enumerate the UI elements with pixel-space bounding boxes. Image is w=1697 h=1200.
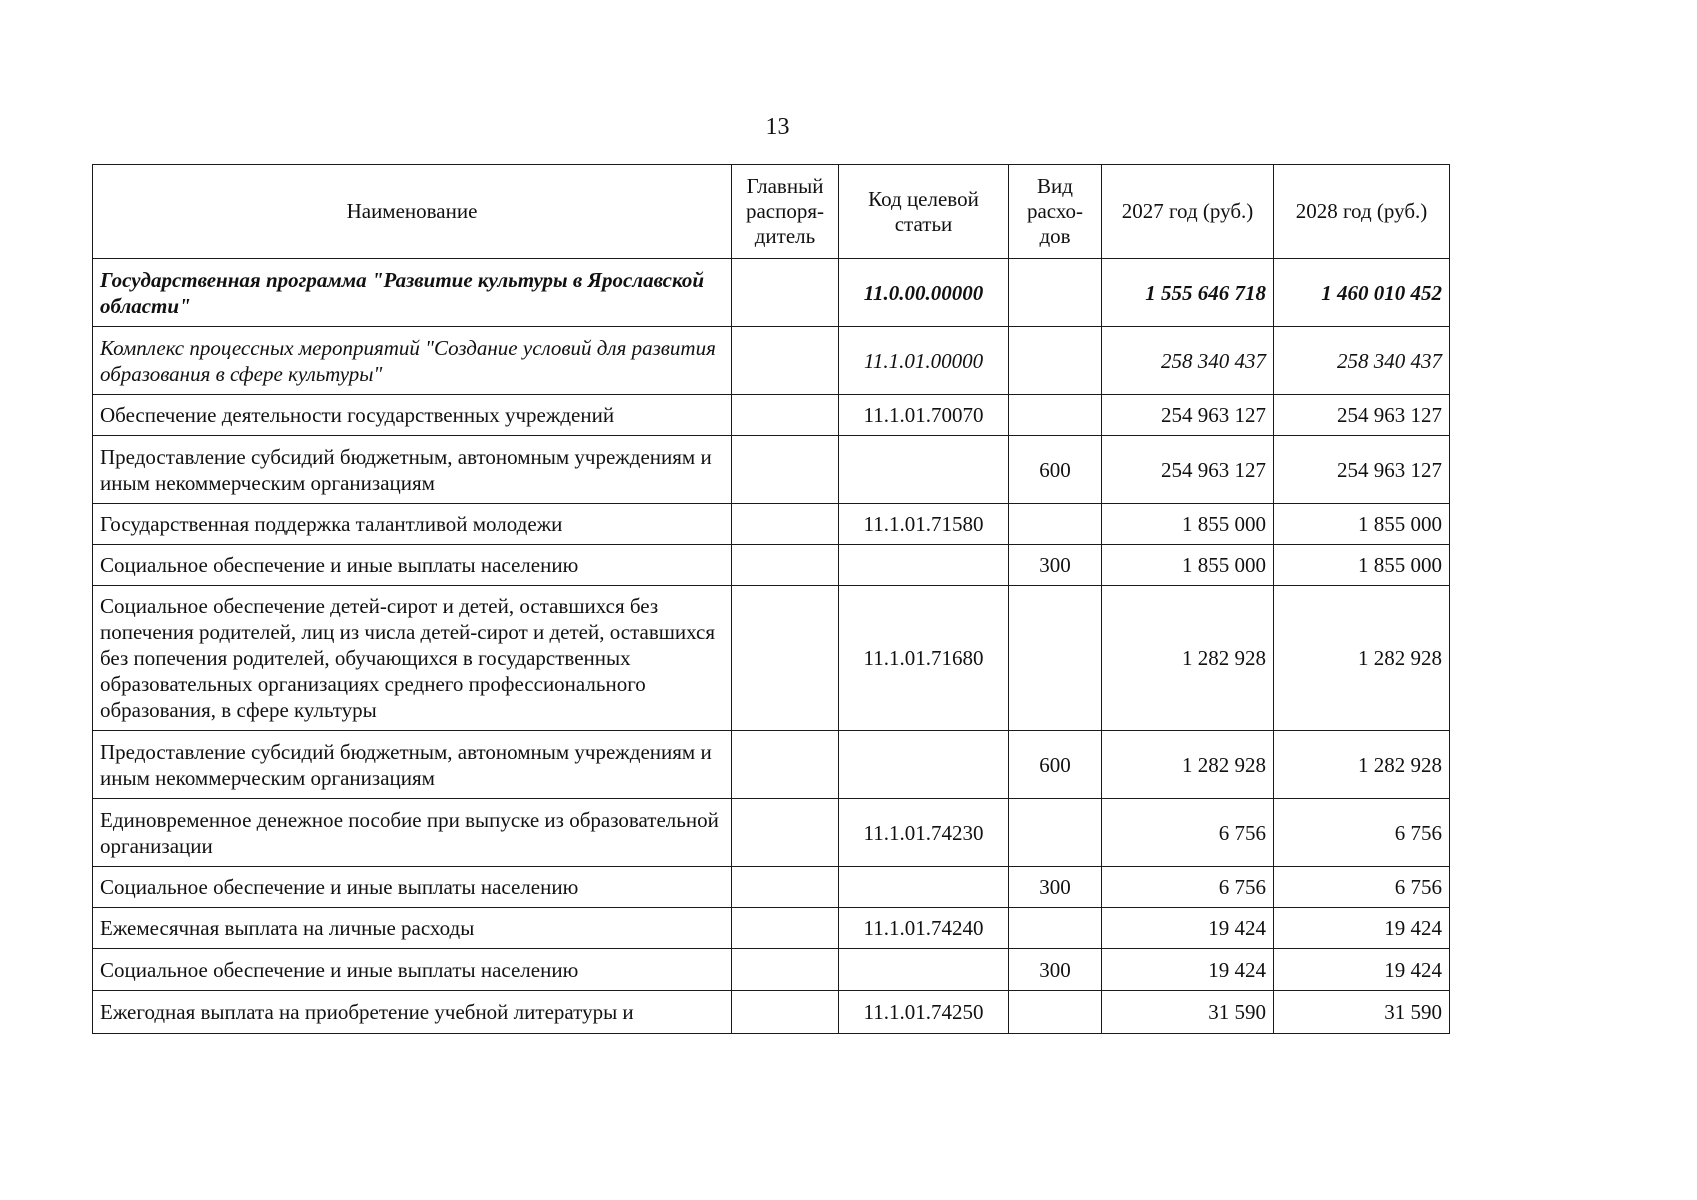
cell-manager [732, 259, 839, 327]
table-row [93, 395, 1450, 436]
cell-name: Предоставление субсидий бюджетным, автономным учреждениям и иным некоммерческим организациям [93, 436, 732, 504]
cell-manager [732, 991, 839, 1034]
header-kind: Вид расхо-дов [1009, 165, 1102, 259]
cell-year-2028: 1 282 928 [1274, 586, 1450, 731]
cell-kind: 300 [1009, 545, 1102, 586]
cell-manager [732, 908, 839, 949]
cell-manager [732, 731, 839, 799]
cell-name: Предоставление субсидий бюджетным, автономным учреждениям и иным некоммерческим организациям [93, 731, 732, 799]
cell-name: Ежемесячная выплата на личные расходы [93, 908, 732, 949]
table-row [93, 867, 1450, 908]
cell-year-2027: 254 963 127 [1102, 395, 1274, 436]
cell-kind [1009, 504, 1102, 545]
cell-kind: 300 [1009, 867, 1102, 908]
table-row [93, 991, 1450, 1034]
cell-year-2028: 254 963 127 [1274, 395, 1450, 436]
cell-manager [732, 327, 839, 395]
cell-kind: 300 [1009, 949, 1102, 991]
cell-code: 11.1.01.74240 [839, 908, 1009, 949]
header-name: Наименование [93, 165, 732, 259]
cell-year-2028: 258 340 437 [1274, 327, 1450, 395]
cell-code: 11.1.01.70070 [839, 395, 1009, 436]
cell-name: Государственная программа "Развитие культуры в Ярославской области" [93, 259, 732, 327]
table-row [93, 799, 1450, 867]
table-row [93, 908, 1450, 949]
cell-name: Социальное обеспечение детей-сирот и детей, оставшихся без попечения родителей, лиц из числа детей-сирот и детей, оставшихся без попечения родителей, обучающихся в государственных образовательных организациях среднего профессионального образования, в сфере культуры [93, 586, 732, 731]
cell-code: 11.1.01.71580 [839, 504, 1009, 545]
cell-code: 11.0.00.00000 [839, 259, 1009, 327]
table-row [93, 327, 1450, 395]
table-row [93, 545, 1450, 586]
header-year-2028: 2028 год (руб.) [1274, 165, 1450, 259]
cell-year-2027: 6 756 [1102, 867, 1274, 908]
table-row [93, 586, 1450, 731]
cell-code: 11.1.01.00000 [839, 327, 1009, 395]
cell-name: Комплекс процессных мероприятий "Создание условий для развития образования в сфере культуры" [93, 327, 732, 395]
cell-code: 11.1.01.71680 [839, 586, 1009, 731]
cell-year-2028: 6 756 [1274, 867, 1450, 908]
cell-code [839, 867, 1009, 908]
cell-name: Обеспечение деятельности государственных учреждений [93, 395, 732, 436]
table-row [93, 259, 1450, 327]
cell-kind [1009, 586, 1102, 731]
table-header-row [93, 165, 1450, 259]
budget-table [92, 164, 1450, 1034]
header-code: Код целевой статьи [839, 165, 1009, 259]
cell-manager [732, 545, 839, 586]
cell-year-2027: 31 590 [1102, 991, 1274, 1034]
cell-year-2027: 1 555 646 718 [1102, 259, 1274, 327]
cell-manager [732, 799, 839, 867]
cell-code [839, 436, 1009, 504]
table-body [93, 259, 1450, 1034]
cell-manager [732, 867, 839, 908]
cell-name: Государственная поддержка талантливой молодежи [93, 504, 732, 545]
cell-year-2028: 19 424 [1274, 949, 1450, 991]
cell-year-2027: 254 963 127 [1102, 436, 1274, 504]
cell-manager [732, 949, 839, 991]
cell-year-2027: 6 756 [1102, 799, 1274, 867]
cell-year-2027: 1 282 928 [1102, 731, 1274, 799]
header-manager: Главный распоря-дитель [732, 165, 839, 259]
header-year-2027: 2027 год (руб.) [1102, 165, 1274, 259]
cell-kind [1009, 908, 1102, 949]
cell-name: Социальное обеспечение и иные выплаты населению [93, 867, 732, 908]
cell-year-2027: 1 855 000 [1102, 545, 1274, 586]
cell-year-2027: 19 424 [1102, 908, 1274, 949]
table-row [93, 436, 1450, 504]
cell-year-2027: 1 855 000 [1102, 504, 1274, 545]
table-row [93, 731, 1450, 799]
cell-year-2028: 6 756 [1274, 799, 1450, 867]
cell-code: 11.1.01.74250 [839, 991, 1009, 1034]
cell-name: Единовременное денежное пособие при выпуске из образовательной организации [93, 799, 732, 867]
cell-name: Ежегодная выплата на приобретение учебной литературы и [93, 991, 732, 1034]
cell-kind [1009, 991, 1102, 1034]
table-row [93, 504, 1450, 545]
cell-manager [732, 436, 839, 504]
cell-kind: 600 [1009, 436, 1102, 504]
cell-year-2027: 258 340 437 [1102, 327, 1274, 395]
cell-kind [1009, 799, 1102, 867]
cell-kind [1009, 259, 1102, 327]
cell-kind: 600 [1009, 731, 1102, 799]
cell-name: Социальное обеспечение и иные выплаты населению [93, 949, 732, 991]
cell-manager [732, 504, 839, 545]
cell-year-2028: 1 282 928 [1274, 731, 1450, 799]
cell-code [839, 949, 1009, 991]
cell-year-2028: 31 590 [1274, 991, 1450, 1034]
cell-year-2028: 254 963 127 [1274, 436, 1450, 504]
cell-kind [1009, 395, 1102, 436]
cell-year-2028: 1 460 010 452 [1274, 259, 1450, 327]
table-row [93, 949, 1450, 991]
cell-manager [732, 395, 839, 436]
cell-year-2028: 19 424 [1274, 908, 1450, 949]
cell-year-2027: 1 282 928 [1102, 586, 1274, 731]
cell-name: Социальное обеспечение и иные выплаты населению [93, 545, 732, 586]
cell-kind [1009, 327, 1102, 395]
cell-code [839, 731, 1009, 799]
cell-code [839, 545, 1009, 586]
cell-code: 11.1.01.74230 [839, 799, 1009, 867]
page-number: 13 [765, 114, 790, 140]
cell-year-2028: 1 855 000 [1274, 504, 1450, 545]
cell-manager [732, 586, 839, 731]
cell-year-2028: 1 855 000 [1274, 545, 1450, 586]
cell-year-2027: 19 424 [1102, 949, 1274, 991]
